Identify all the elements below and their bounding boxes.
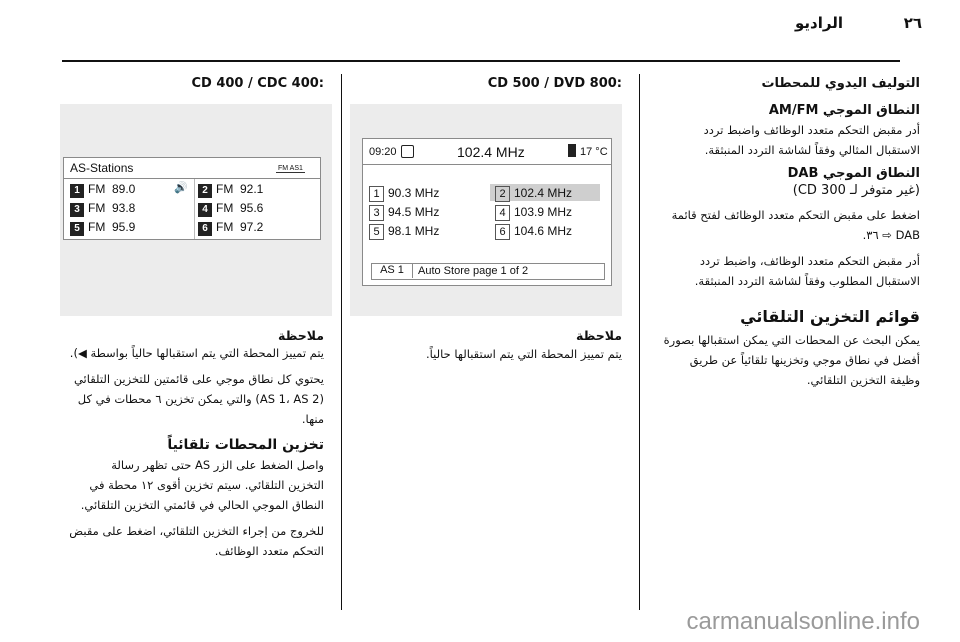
section-title: التوليف اليدوي للمحطات xyxy=(761,76,920,91)
autostore-tag[interactable]: AS 1 xyxy=(372,263,413,278)
paragraph-line: يحتوي كل نطاق موجي على قائمتين للتخزين التلقائي xyxy=(73,372,324,386)
paragraph-line: أفضل في نطاق موجي وتخزينها تلقائياً عن طريق xyxy=(689,353,920,367)
subheading-dab: النطاق الموجي DAB xyxy=(787,166,920,181)
autostore-footer xyxy=(371,263,605,280)
paragraph-line: أدر مقبض التحكم متعدد الوظائف، واضبط تردد xyxy=(699,254,920,268)
paragraph-line: التخزين التلقائي. سيتم تخزين أقوى ١٢ محطة في xyxy=(89,478,324,492)
paragraph-line: الاستقبال المثالي وفقاً لشاشة التردد المنبثقة. xyxy=(704,143,920,157)
screen-illustration-cd500 xyxy=(350,104,622,316)
right-column xyxy=(655,76,920,390)
speaker-icon: 🔊 xyxy=(174,182,188,194)
display-divider xyxy=(363,164,611,165)
band-tag: FM AS1 xyxy=(278,165,303,172)
temperature-icon xyxy=(568,144,576,157)
column-divider xyxy=(341,74,342,610)
paragraph-line: أدر مقبض التحكم متعدد الوظائف واضبط تردد xyxy=(703,123,920,137)
check-icon xyxy=(401,145,414,158)
preset-6[interactable]: 6 FM 97.2 xyxy=(198,220,263,236)
note-text: يتم تمييز المحطة التي يتم استقبالها حالياً. xyxy=(426,347,622,361)
preset-4[interactable]: 4 FM 95.6 xyxy=(198,201,263,217)
paragraph-line: النطاق الموجي الحالي في قائمتي التخزين التلقائي. xyxy=(80,498,324,512)
station-list-title: AS-Stations xyxy=(70,161,134,175)
subheading-am-fm: النطاق الموجي AM/FM xyxy=(768,103,920,118)
note-text: يتم تمييز المحطة التي يتم استقبالها حالياً بواسطة ◀). xyxy=(69,346,324,360)
dab-note: (غير متوفر لـ CD 300) xyxy=(792,183,920,198)
radio-display xyxy=(63,157,321,240)
subheading-store: تخزين المحطات تلقائياً xyxy=(167,437,324,453)
paragraph-line: منها. xyxy=(301,412,324,426)
paragraph-line: للخروج من إجراء التخزين التلقائي، اضغط على مقبض xyxy=(69,524,324,538)
page-number: ٢٦ xyxy=(903,14,922,32)
preset-3[interactable]: 3 FM 93.8 xyxy=(70,201,135,217)
radio-display xyxy=(362,138,612,286)
paragraph-line: التحكم متعدد الوظائف. xyxy=(214,544,324,558)
preset-4[interactable]: 4 103.9 MHz xyxy=(495,205,572,221)
preset-2[interactable]: 2 FM 92.1 xyxy=(198,182,263,198)
section-title: CD 400 / CDC 400: xyxy=(191,76,324,91)
preset-5[interactable]: 5 FM 95.9 xyxy=(70,220,135,236)
current-frequency: 102.4 MHz xyxy=(457,144,525,160)
header-rule xyxy=(62,60,900,62)
clock: 09:20 xyxy=(369,146,397,158)
left-column-text xyxy=(49,328,324,561)
paragraph-line: (AS 1، AS 2) والتي يمكن تخزين ٦ محطات في كل xyxy=(77,392,324,406)
watermark: carmanualsonline.info xyxy=(686,608,920,635)
preset-1[interactable]: 1 FM 89.0 xyxy=(70,182,135,198)
column-divider xyxy=(639,74,640,610)
screen-illustration-cd400 xyxy=(60,104,332,316)
paragraph-line: يمكن البحث عن المحطات التي يمكن استقبالها بصورة xyxy=(663,333,920,347)
note-heading: ملاحظة xyxy=(576,328,622,343)
paragraph-line: اضغط على مقبض التحكم متعدد الوظائف لفتح قائمة xyxy=(671,208,920,222)
autostore-page-text: Auto Store page 1 of 2 xyxy=(418,265,529,277)
display-divider xyxy=(194,179,195,239)
section-title: CD 500 / DVD 800: xyxy=(487,76,622,91)
note-heading: ملاحظة xyxy=(278,328,324,343)
preset-5[interactable]: 5 98.1 MHz xyxy=(369,224,439,240)
paragraph-line: واصل الضغط على الزر AS حتى تظهر رسالة xyxy=(111,458,324,472)
preset-2[interactable]: 2 102.4 MHz xyxy=(495,186,572,202)
temperature: 17 °C xyxy=(580,146,608,158)
paragraph-line: وظيفة التخزين التلقائي. xyxy=(806,373,920,387)
section-heading-autostore: قوائم التخزين التلقائي xyxy=(740,307,920,326)
page-title: الراديو xyxy=(795,14,843,32)
preset-3[interactable]: 3 94.5 MHz xyxy=(369,205,439,221)
display-divider xyxy=(64,178,320,179)
preset-6[interactable]: 6 104.6 MHz xyxy=(495,224,572,240)
preset-1[interactable]: 1 90.3 MHz xyxy=(369,186,439,202)
paragraph-line: الاستقبال المطلوب وفقاً لشاشة التردد المنبثقة. xyxy=(694,274,920,288)
paragraph-line: DAB ⇨ ٣٦. xyxy=(862,228,920,242)
